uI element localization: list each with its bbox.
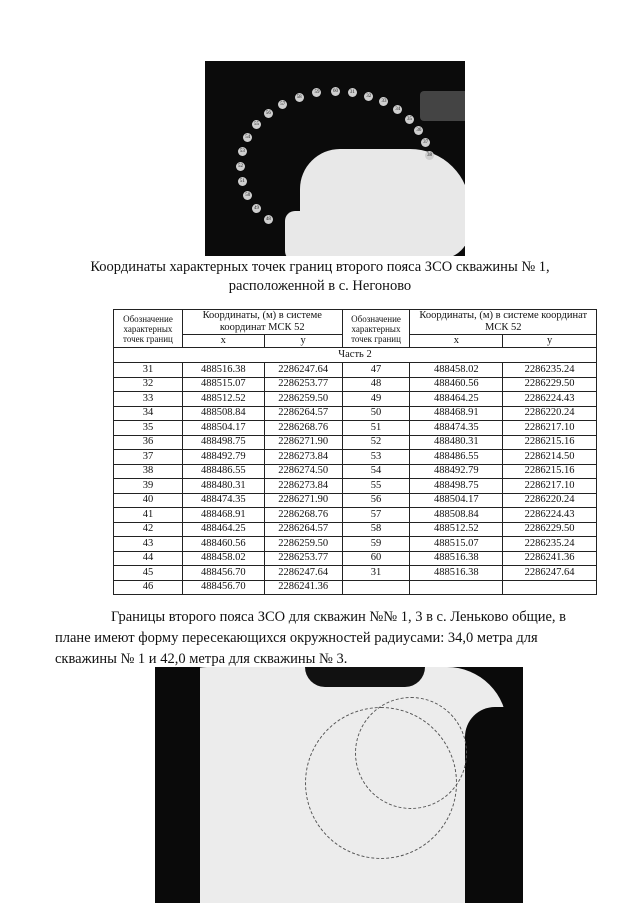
y-value-left: 2286247.64: [264, 566, 342, 581]
table-row: [114, 377, 597, 392]
x-value-right: 488492.79: [410, 464, 503, 479]
boundary-circle-well-3: [355, 697, 467, 809]
point-number-left: 31: [114, 363, 183, 378]
map-dark-area: [155, 667, 200, 903]
x-value-left: 488508.84: [182, 406, 264, 421]
point-number-left: 42: [114, 522, 183, 537]
boundary-point-marker: 31: [349, 90, 355, 96]
table-row: [114, 406, 597, 421]
paragraph-line-3: скважины № 1 и 42,0 метра для скважины № 3.: [55, 651, 348, 667]
y-value-right: 2286220.24: [503, 493, 597, 508]
x-value-left: 488486.55: [182, 464, 264, 479]
y-value-left: 2286273.84: [264, 479, 342, 494]
table-row: [114, 537, 597, 552]
y-value-left: 2286268.76: [264, 421, 342, 436]
point-number-right: 47: [342, 363, 410, 378]
boundary-point-marker: 36: [416, 128, 422, 134]
x-value-right: 488460.56: [410, 377, 503, 392]
table-row: [114, 522, 597, 537]
x-value-left: 488480.31: [182, 479, 264, 494]
y-header-left: у: [264, 335, 342, 348]
point-number-right: [342, 580, 410, 595]
x-value-right: 488504.17: [410, 493, 503, 508]
point-number-left: 43: [114, 537, 183, 552]
x-value-right: 488464.25: [410, 392, 503, 407]
x-value-left: 488498.75: [182, 435, 264, 450]
x-value-right: 488516.38: [410, 551, 503, 566]
y-value-left: 2286259.50: [264, 537, 342, 552]
table-row: [114, 479, 597, 494]
coordinates-table: [113, 309, 597, 595]
caption-line-1: Координаты характерных точек границ второго пояса ЗСО скважины № 1,: [90, 259, 550, 275]
y-value-right: 2286241.36: [503, 551, 597, 566]
point-number-left: 44: [114, 551, 183, 566]
map-dark-area: [305, 667, 425, 687]
table-row: [114, 392, 597, 407]
point-number-right: 60: [342, 551, 410, 566]
point-number-right: 59: [342, 537, 410, 552]
x-value-left: 488468.91: [182, 508, 264, 523]
point-number-left: 38: [114, 464, 183, 479]
y-value-left: 2286247.64: [264, 363, 342, 378]
table-row: [114, 363, 597, 378]
y-value-right: 2286235.24: [503, 363, 597, 378]
table-row: [114, 421, 597, 436]
point-number-left: 46: [114, 580, 183, 595]
x-value-right: 488508.84: [410, 508, 503, 523]
point-number-right: 48: [342, 377, 410, 392]
x-header-left: x: [182, 335, 264, 348]
x-value-left: 488516.38: [182, 363, 264, 378]
table-row: [114, 450, 597, 465]
boundary-point-marker: 57: [280, 101, 286, 107]
boundary-point-marker: 58: [296, 94, 302, 100]
boundary-point-marker: 59: [314, 90, 320, 96]
x-value-left: 488464.25: [182, 522, 264, 537]
point-number-left: 33: [114, 392, 183, 407]
y-value-right: 2286215.16: [503, 464, 597, 479]
point-number-right: 53: [342, 450, 410, 465]
y-value-left: 2286273.84: [264, 450, 342, 465]
boundary-point-marker: 53: [239, 149, 245, 155]
x-value-right: 488480.31: [410, 435, 503, 450]
boundary-point-marker: 35: [406, 116, 412, 122]
y-value-left: 2286271.90: [264, 493, 342, 508]
point-number-right: 49: [342, 392, 410, 407]
boundary-point-marker: 54: [245, 135, 251, 141]
boundary-point-marker: 50: [245, 192, 251, 198]
x-value-left: 488458.02: [182, 551, 264, 566]
table-row: [114, 551, 597, 566]
map-dark-area: [465, 707, 523, 903]
point-header-left: Обозначение характерных точек границ: [114, 310, 183, 348]
map-photo-bottom: [155, 667, 523, 903]
paragraph-line-2: плане имеют форму пересекающихся окружностей радиусами: 34,0 метра для: [55, 630, 538, 646]
point-number-left: 36: [114, 435, 183, 450]
caption-line-2: расположенной в с. Негоново: [228, 278, 412, 294]
x-value-left: 488456.70: [182, 580, 264, 595]
boundary-point-marker: 51: [239, 178, 245, 184]
y-value-left: 2286274.50: [264, 464, 342, 479]
boundary-point-marker: 38: [427, 153, 433, 159]
boundary-description: [55, 607, 598, 670]
y-value-left: 2286253.77: [264, 551, 342, 566]
y-value-right: 2286214.50: [503, 450, 597, 465]
boundary-point-marker: 32: [366, 93, 372, 99]
point-number-right: 55: [342, 479, 410, 494]
y-value-right: 2286224.43: [503, 508, 597, 523]
x-value-right: 488498.75: [410, 479, 503, 494]
boundary-point-marker: 55: [254, 122, 259, 128]
map-light-area: [285, 211, 380, 256]
x-value-right: 488458.02: [410, 363, 503, 378]
table-row: [114, 580, 597, 595]
y-value-right: 2286215.16: [503, 435, 597, 450]
table-row: [114, 508, 597, 523]
y-value-right: 2286229.50: [503, 522, 597, 537]
table-row: [114, 464, 597, 479]
table-row: [114, 493, 597, 508]
y-value-right: 2286247.64: [503, 566, 597, 581]
boundary-point-marker: 37: [423, 140, 429, 146]
point-number-left: 45: [114, 566, 183, 581]
table-part-label: Часть 2: [114, 348, 597, 363]
y-value-right: 2286220.24: [503, 406, 597, 421]
point-number-right: 31: [342, 566, 410, 581]
y-value-right: 2286217.10: [503, 421, 597, 436]
point-number-right: 50: [342, 406, 410, 421]
x-value-left: 488456.70: [182, 566, 264, 581]
x-value-left: 488460.56: [182, 537, 264, 552]
x-value-left: 488492.79: [182, 450, 264, 465]
coords-header-left: Координаты, (м) в системе координат МСК 52: [182, 310, 342, 335]
point-number-right: 57: [342, 508, 410, 523]
x-value-right: 488486.55: [410, 450, 503, 465]
point-number-right: 51: [342, 421, 410, 436]
y-value-left: 2286259.50: [264, 392, 342, 407]
y-value-left: 2286241.36: [264, 580, 342, 595]
x-value-right: 488512.52: [410, 522, 503, 537]
y-value-left: 2286253.77: [264, 377, 342, 392]
x-value-right: 488468.91: [410, 406, 503, 421]
point-number-left: 41: [114, 508, 183, 523]
x-value-left: 488512.52: [182, 392, 264, 407]
y-value-left: 2286264.57: [264, 406, 342, 421]
point-number-right: 52: [342, 435, 410, 450]
x-value-left: 488474.35: [182, 493, 264, 508]
boundary-point-marker: 49: [254, 205, 259, 211]
table-row: [114, 435, 597, 450]
point-number-left: 35: [114, 421, 183, 436]
boundary-point-marker: 48: [265, 217, 271, 223]
boundary-point-marker: 52: [238, 164, 243, 169]
boundary-point-marker: 56: [265, 110, 271, 116]
map-light-area: [420, 91, 465, 121]
boundary-point-marker: 60: [333, 89, 338, 94]
boundary-point-marker: 34: [395, 107, 401, 113]
y-value-left: 2286271.90: [264, 435, 342, 450]
point-number-left: 34: [114, 406, 183, 421]
y-value-right: 2286224.43: [503, 392, 597, 407]
point-number-left: 32: [114, 377, 183, 392]
point-number-left: 40: [114, 493, 183, 508]
map-photo-top: [205, 61, 465, 256]
point-number-left: 37: [114, 450, 183, 465]
y-value-right: [503, 580, 597, 595]
point-number-right: 56: [342, 493, 410, 508]
y-value-right: 2286229.50: [503, 377, 597, 392]
y-value-left: 2286264.57: [264, 522, 342, 537]
x-value-right: 488516.38: [410, 566, 503, 581]
y-header-right: у: [503, 335, 597, 348]
x-value-right: [410, 580, 503, 595]
x-value-left: 488515.07: [182, 377, 264, 392]
boundary-point-marker: 33: [381, 99, 387, 105]
table-row: [114, 566, 597, 581]
table-caption: [60, 258, 580, 296]
coords-header-right: Координаты, (м) в системе координат МСК 52: [410, 310, 597, 335]
point-header-right: Обозначение характерных точек границ: [342, 310, 410, 348]
y-value-left: 2286268.76: [264, 508, 342, 523]
point-number-right: 54: [342, 464, 410, 479]
x-header-right: x: [410, 335, 503, 348]
x-value-right: 488474.35: [410, 421, 503, 436]
y-value-right: 2286217.10: [503, 479, 597, 494]
x-value-left: 488504.17: [182, 421, 264, 436]
point-number-left: 39: [114, 479, 183, 494]
point-number-right: 58: [342, 522, 410, 537]
paragraph-line-1: Границы второго пояса ЗСО для скважин №№ 1, 3 в с. Леньково общие, в: [111, 609, 567, 625]
x-value-right: 488515.07: [410, 537, 503, 552]
y-value-right: 2286235.24: [503, 537, 597, 552]
